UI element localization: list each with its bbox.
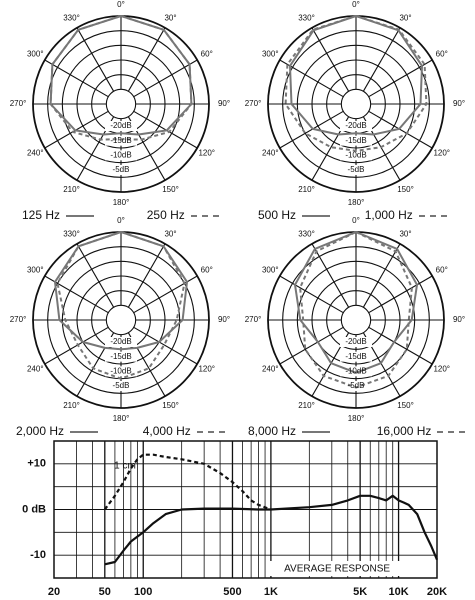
polar-angle-label: 150° bbox=[397, 184, 414, 194]
polar-angle-label: 210° bbox=[63, 184, 80, 194]
legend-solid-swatch bbox=[66, 215, 94, 217]
polar-db-label: -20dB bbox=[345, 337, 367, 347]
response-x-tick-label: 1K bbox=[263, 585, 278, 598]
polar-db-label: -5dB bbox=[347, 381, 365, 391]
response-x-tick-label: 100 bbox=[134, 585, 153, 598]
polar-angle-label: 180° bbox=[112, 414, 130, 424]
polar-db-label: -10dB bbox=[110, 150, 132, 160]
polar-angle-label: 270° bbox=[9, 315, 27, 325]
polar-angle-label: 120° bbox=[433, 364, 451, 374]
polar-angle-label: 240° bbox=[26, 364, 44, 374]
legend-dashed-swatch bbox=[437, 431, 465, 433]
legend-dashed-swatch bbox=[419, 215, 447, 217]
response-x-tick-label: 500 bbox=[223, 585, 242, 598]
polar-angle-label: 150° bbox=[162, 400, 179, 410]
polar-grid-ring bbox=[106, 89, 135, 118]
polar-angle-label: 330° bbox=[298, 13, 315, 23]
polar-angle-label: 300° bbox=[261, 49, 279, 59]
legend-8000-16000 bbox=[248, 424, 465, 438]
polar-angle-label: 270° bbox=[244, 315, 262, 325]
polar-db-label: -20dB bbox=[110, 121, 132, 131]
polar-angle-label: 90° bbox=[452, 315, 466, 325]
legend-dashed-swatch bbox=[197, 431, 225, 433]
response-x-tick-label: 50 bbox=[98, 585, 111, 598]
response-x-tick-label: 20 bbox=[47, 585, 61, 598]
legend-2000-4000 bbox=[16, 424, 225, 438]
polar-angle-label: 270° bbox=[244, 99, 262, 109]
polar-db-label: -10dB bbox=[345, 150, 367, 160]
polar-angle-label: 120° bbox=[198, 364, 216, 374]
legend-solid-label: 125 Hz bbox=[22, 208, 61, 222]
polar-angle-label: 90° bbox=[217, 99, 231, 109]
polar-angle-label: 180° bbox=[347, 198, 365, 208]
polar-angle-label: 90° bbox=[452, 99, 466, 109]
polar-angle-label: 90° bbox=[217, 315, 231, 325]
polar-angle-label: 300° bbox=[26, 49, 44, 59]
polar-angle-label: 240° bbox=[261, 364, 279, 374]
polar-db-label: -10dB bbox=[110, 366, 132, 376]
polar-db-label: -15dB bbox=[110, 351, 132, 361]
polar-angle-label: 240° bbox=[26, 148, 44, 158]
polar-db-label: -20dB bbox=[110, 337, 132, 347]
response-x-tick-label: 5K bbox=[353, 585, 368, 598]
response-title: AVERAGE RESPONSE bbox=[284, 563, 391, 575]
response-annotation-1cm: 1 cm bbox=[114, 460, 136, 472]
polar-angle-label: 60° bbox=[435, 49, 448, 59]
polar-angle-label: 330° bbox=[63, 13, 80, 23]
polar-angle-label: 210° bbox=[298, 184, 315, 194]
legend-solid-label: 2,000 Hz bbox=[16, 424, 65, 438]
polar-angle-label: 120° bbox=[198, 148, 216, 158]
polar-db-label: -5dB bbox=[112, 165, 130, 175]
polar-angle-label: 30° bbox=[164, 13, 177, 23]
polar-angle-label: 30° bbox=[399, 13, 412, 23]
polar-angle-label: 60° bbox=[435, 265, 448, 275]
polar-db-label: -5dB bbox=[112, 381, 130, 391]
legend-dashed-label: 1,000 Hz bbox=[364, 208, 413, 222]
polar-angle-label: 30° bbox=[399, 229, 412, 239]
response-y-tick-label: -10 bbox=[30, 549, 46, 562]
polar-angle-label: 330° bbox=[63, 229, 80, 239]
response-y-tick-label: 0 dB bbox=[22, 503, 46, 516]
legend-dashed-label: 250 Hz bbox=[146, 208, 185, 222]
polar-angle-label: 0° bbox=[352, 0, 360, 10]
legend-solid-label: 8,000 Hz bbox=[248, 424, 297, 438]
polar-angle-label: 60° bbox=[200, 265, 213, 275]
polar-db-label: -20dB bbox=[345, 121, 367, 131]
response-x-tick-label: 10K bbox=[388, 585, 409, 598]
legend-dashed-label: 4,000 Hz bbox=[142, 424, 191, 438]
polar-grid-ring bbox=[341, 89, 370, 118]
legend-solid-swatch bbox=[70, 431, 98, 433]
polar-angle-label: 180° bbox=[112, 198, 130, 208]
polar-db-label: -15dB bbox=[110, 135, 132, 145]
polar-angle-label: 120° bbox=[433, 148, 451, 158]
polar-angle-label: 300° bbox=[26, 265, 44, 275]
legend-solid-swatch bbox=[302, 431, 330, 433]
polar-db-label: -15dB bbox=[345, 135, 367, 145]
legend-solid-swatch bbox=[302, 215, 330, 217]
polar-angle-label: 210° bbox=[298, 400, 315, 410]
polar-angle-label: 150° bbox=[162, 184, 179, 194]
polar-db-label: -15dB bbox=[345, 351, 367, 361]
legend-dashed-label: 16,000 Hz bbox=[376, 424, 432, 438]
polar-db-label: -10dB bbox=[345, 366, 367, 376]
response-x-tick-label: 20K bbox=[426, 585, 448, 598]
legend-dashed-swatch bbox=[191, 215, 219, 217]
response-y-tick-label: +10 bbox=[27, 457, 46, 470]
polar-db-label: -5dB bbox=[347, 165, 365, 175]
legend-solid-label: 500 Hz bbox=[258, 208, 297, 222]
polar-angle-label: 210° bbox=[63, 400, 80, 410]
legend-125-250 bbox=[22, 208, 219, 222]
polar-angle-label: 0° bbox=[117, 216, 125, 226]
polar-angle-label: 150° bbox=[397, 400, 414, 410]
polar-angle-label: 60° bbox=[200, 49, 213, 59]
polar-angle-label: 300° bbox=[261, 265, 279, 275]
polar-angle-label: 180° bbox=[347, 414, 365, 424]
polar-angle-label: 0° bbox=[117, 0, 125, 10]
polar-grid-ring bbox=[106, 305, 135, 334]
average-response-chart bbox=[54, 441, 437, 578]
polar-grid-ring bbox=[341, 305, 370, 334]
polar-angle-label: 30° bbox=[164, 229, 177, 239]
legend-500-1000 bbox=[258, 208, 447, 222]
polar-angle-label: 330° bbox=[298, 229, 315, 239]
polar-angle-label: 0° bbox=[352, 216, 360, 226]
polar-angle-label: 240° bbox=[261, 148, 279, 158]
polar-angle-label: 270° bbox=[9, 99, 27, 109]
